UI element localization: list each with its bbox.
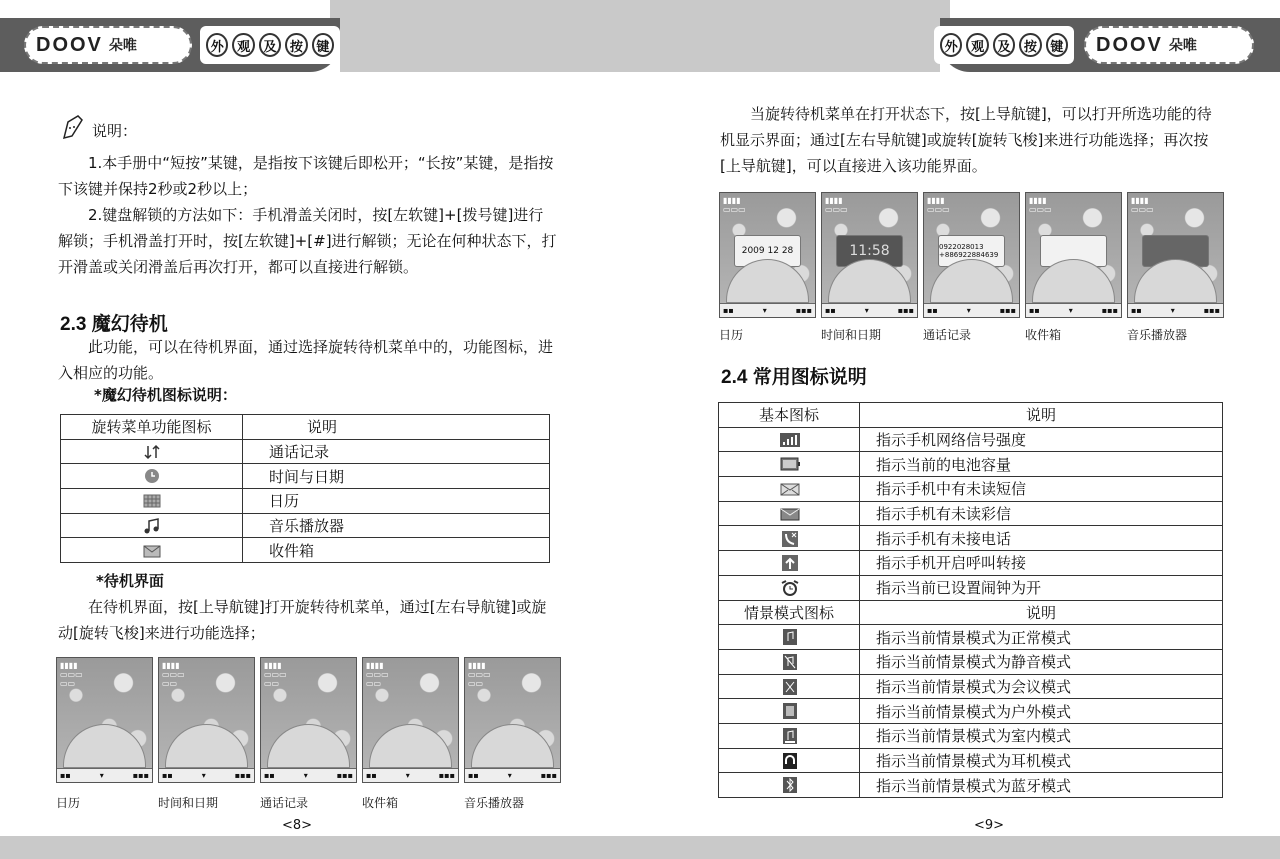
table-cell: 指示当前情景模式为蓝牙模式 xyxy=(860,773,1223,798)
table-cell: 指示当前情景模式为户外模式 xyxy=(860,699,1223,724)
section-char: 外 xyxy=(206,33,228,57)
logo-text: DOOV xyxy=(1096,33,1163,56)
table-header: 说明 xyxy=(860,403,1223,428)
table-row xyxy=(719,649,1223,674)
screen-card: 11:58 xyxy=(836,235,903,267)
logo-cn-text: 朵唯 xyxy=(1168,38,1197,54)
table-row xyxy=(719,427,1223,452)
table-row xyxy=(719,748,1223,773)
standby-heading: *待机界面 xyxy=(96,572,164,590)
table-cell: 指示当前情景模式为耳机模式 xyxy=(860,748,1223,773)
table-header-row xyxy=(61,415,550,440)
table-row xyxy=(719,501,1223,526)
call-forward-icon xyxy=(779,554,799,572)
table-cell: 时间与日期 xyxy=(243,464,550,489)
section-title-right xyxy=(934,26,1074,64)
screenshot-caption: 通话记录 xyxy=(923,328,972,342)
phone-screenshot: ▮▮▮▮ ▭▭▭ 2009 12 28 ▪▪ ▾ ▪▪▪ xyxy=(719,192,816,318)
section-title-left xyxy=(200,26,340,64)
header-band-middle xyxy=(340,40,940,72)
table-cell: 指示当前情景模式为室内模式 xyxy=(860,723,1223,748)
screenshot-caption: 音乐播放器 xyxy=(464,796,525,810)
bottom-strip xyxy=(0,836,1280,859)
standby-paragraph: 在待机界面，按[上导航键]打开旋转待机菜单，通过[左右导航键]或旋动[旋转飞梭]来进行功能选择； xyxy=(58,598,547,642)
screenshot-caption: 收件箱 xyxy=(362,796,399,810)
table-cell: 指示当前已设置闹钟为开 xyxy=(860,575,1223,600)
envelope-icon xyxy=(142,542,162,560)
common-icon-table xyxy=(718,402,1223,798)
note-label: 说明： xyxy=(92,122,138,140)
screenshot-caption: 时间和日期 xyxy=(158,796,219,810)
profile-headset-icon xyxy=(779,752,799,770)
table-cell: 指示手机开启呼叫转接 xyxy=(860,551,1223,576)
alarm-icon xyxy=(779,579,799,597)
pencil-note-icon xyxy=(58,112,88,150)
table-row xyxy=(719,699,1223,724)
section-char: 按 xyxy=(285,33,307,57)
table-cell: 指示当前情景模式为静音模式 xyxy=(860,649,1223,674)
music-note-icon xyxy=(142,517,162,535)
screenshot-caption: 收件箱 xyxy=(1025,328,1062,342)
profile-outdoor-icon xyxy=(779,702,799,720)
screenshot-caption: 时间和日期 xyxy=(821,328,882,342)
table-cell: 指示当前情景模式为正常模式 xyxy=(860,625,1223,650)
note-heading xyxy=(58,112,558,150)
intro-paragraph: 此功能，可以在待机界面，通过选择旋转待机菜单中的，功能图标，进入相应的功能。 xyxy=(58,338,554,382)
standby-screenshots-right xyxy=(719,192,1224,318)
phone-screenshot: ▮▮▮▮ ▭▭▭ 11:58 ▪▪ ▾ ▪▪▪ xyxy=(821,192,918,318)
standby-screenshots-left xyxy=(56,657,561,783)
table-header: 说明 xyxy=(243,415,550,440)
phone-screenshot: ▮▮▮▮ ▭▭▭ ▭▭ ▪▪ ▾ ▪▪▪ xyxy=(56,657,153,783)
section-char: 观 xyxy=(966,33,988,57)
standby-icon-table xyxy=(60,414,550,563)
table-row xyxy=(61,513,550,538)
doov-logo-right xyxy=(1084,26,1254,64)
table-cell: 指示手机中有未读短信 xyxy=(860,477,1223,502)
table-row xyxy=(61,439,550,464)
table-row xyxy=(719,625,1223,650)
table-row xyxy=(719,526,1223,551)
table-header: 情景模式图标 xyxy=(719,600,860,625)
table-caption: *魔幻待机图标说明： xyxy=(94,386,237,404)
page-number: <8> xyxy=(282,818,313,833)
table-row xyxy=(61,464,550,489)
table-header: 基本图标 xyxy=(719,403,860,428)
right-intro-paragraph: 当旋转待机菜单在打开状态下，按[上导航键]，可以打开所选功能的待机显示界面；通过[左右导航键]或旋转[旋转飞梭]来进行功能选择；再次按[上导航键]，可以直接进入该功能界面。 xyxy=(720,105,1212,175)
screenshot-captions-right xyxy=(719,326,1224,343)
screenshot-caption: 日历 xyxy=(719,328,744,342)
phone-screenshot: ▮▮▮▮ ▭▭▭ ▪▪ ▾ ▪▪▪ xyxy=(1025,192,1122,318)
section-char: 外 xyxy=(940,33,962,57)
section-char: 及 xyxy=(259,33,281,57)
note-paragraph-1: 1.本手册中“短按”某键，是指按下该键后即松开；“长按”某键，是指按下该键并保持2秒或2秒以上； xyxy=(58,154,554,198)
logo-cn-text: 朵唯 xyxy=(108,38,137,54)
profile-meeting-icon xyxy=(779,678,799,696)
table-cell: 指示当前的电池容量 xyxy=(860,452,1223,477)
profile-normal-icon xyxy=(779,628,799,646)
logo-text: DOOV xyxy=(36,33,103,56)
header-band xyxy=(330,0,950,40)
signal-strength-icon xyxy=(779,431,799,449)
screenshot-caption: 通话记录 xyxy=(260,796,309,810)
doov-logo xyxy=(24,26,192,64)
screenshot-caption: 音乐播放器 xyxy=(1127,328,1188,342)
table-cell: 指示手机网络信号强度 xyxy=(860,427,1223,452)
missed-call-icon xyxy=(779,530,799,548)
table-cell: 收件箱 xyxy=(243,538,550,563)
screen-card: 0922028013 +886922884639 xyxy=(938,235,1005,267)
profile-silent-icon xyxy=(779,653,799,671)
phone-screenshot: ▮▮▮▮ ▭▭▭ ▭▭ ▪▪ ▾ ▪▪▪ xyxy=(260,657,357,783)
screenshot-caption: 日历 xyxy=(56,796,81,810)
battery-icon xyxy=(779,455,799,473)
phone-screenshot: ▮▮▮▮ ▭▭▭ 0922028013 +886922884639 ▪▪ ▾ ▪▪▪ xyxy=(923,192,1020,318)
table-cell: 音乐播放器 xyxy=(243,513,550,538)
section-char: 键 xyxy=(1046,33,1068,57)
phone-screenshot: ▮▮▮▮ ▭▭▭ ▭▭ ▪▪ ▾ ▪▪▪ xyxy=(464,657,561,783)
note-block xyxy=(58,112,558,280)
table-row xyxy=(719,452,1223,477)
table-cell: 指示手机有未读彩信 xyxy=(860,501,1223,526)
table-row xyxy=(719,477,1223,502)
table-cell: 指示当前情景模式为会议模式 xyxy=(860,674,1223,699)
unread-mms-icon xyxy=(779,505,799,523)
section-char: 按 xyxy=(1019,33,1041,57)
table-header-row xyxy=(719,403,1223,428)
section-char: 观 xyxy=(232,33,254,57)
clock-icon xyxy=(142,467,162,485)
table-row xyxy=(61,489,550,514)
calendar-icon xyxy=(142,492,162,510)
phone-screenshot: ▮▮▮▮ ▭▭▭ ▭▭ ▪▪ ▾ ▪▪▪ xyxy=(362,657,459,783)
table-row xyxy=(719,575,1223,600)
table-cell: 日历 xyxy=(243,489,550,514)
profile-indoor-icon xyxy=(779,727,799,745)
table-cell: 指示手机有未接电话 xyxy=(860,526,1223,551)
screenshot-captions-left xyxy=(56,794,561,811)
unread-sms-icon xyxy=(779,480,799,498)
table-row xyxy=(719,773,1223,798)
table-row xyxy=(719,551,1223,576)
phone-screenshot: ▮▮▮▮ ▭▭▭ ▭▭ ▪▪ ▾ ▪▪▪ xyxy=(158,657,255,783)
section-heading: 2.4 常用图标说明 xyxy=(721,367,867,388)
table-header: 说明 xyxy=(860,600,1223,625)
table-cell: 通话记录 xyxy=(243,439,550,464)
section-char: 键 xyxy=(312,33,334,57)
profile-bluetooth-icon xyxy=(779,776,799,794)
phone-screenshot: ▮▮▮▮ ▭▭▭ ▪▪ ▾ ▪▪▪ xyxy=(1127,192,1224,318)
section-heading: 2.3 魔幻待机 xyxy=(60,314,168,335)
table-row xyxy=(61,538,550,563)
table-header-row xyxy=(719,600,1223,625)
screen-card: 2009 12 28 xyxy=(734,235,801,267)
table-row xyxy=(719,723,1223,748)
note-paragraph-2: 2.键盘解锁的方法如下：手机滑盖关闭时，按[左软键]+[拨号键]进行解锁；手机滑盖打开时，按[左软键]+[#]进行解锁；无论在何种状态下，打开滑盖或关闭滑盖后再次打开，都可以直接进行解锁。 xyxy=(58,206,557,276)
section-char: 及 xyxy=(993,33,1015,57)
table-row xyxy=(719,674,1223,699)
page-number: <9> xyxy=(974,818,1005,833)
call-log-icon xyxy=(142,443,162,461)
table-header: 旋转菜单功能图标 xyxy=(61,415,243,440)
